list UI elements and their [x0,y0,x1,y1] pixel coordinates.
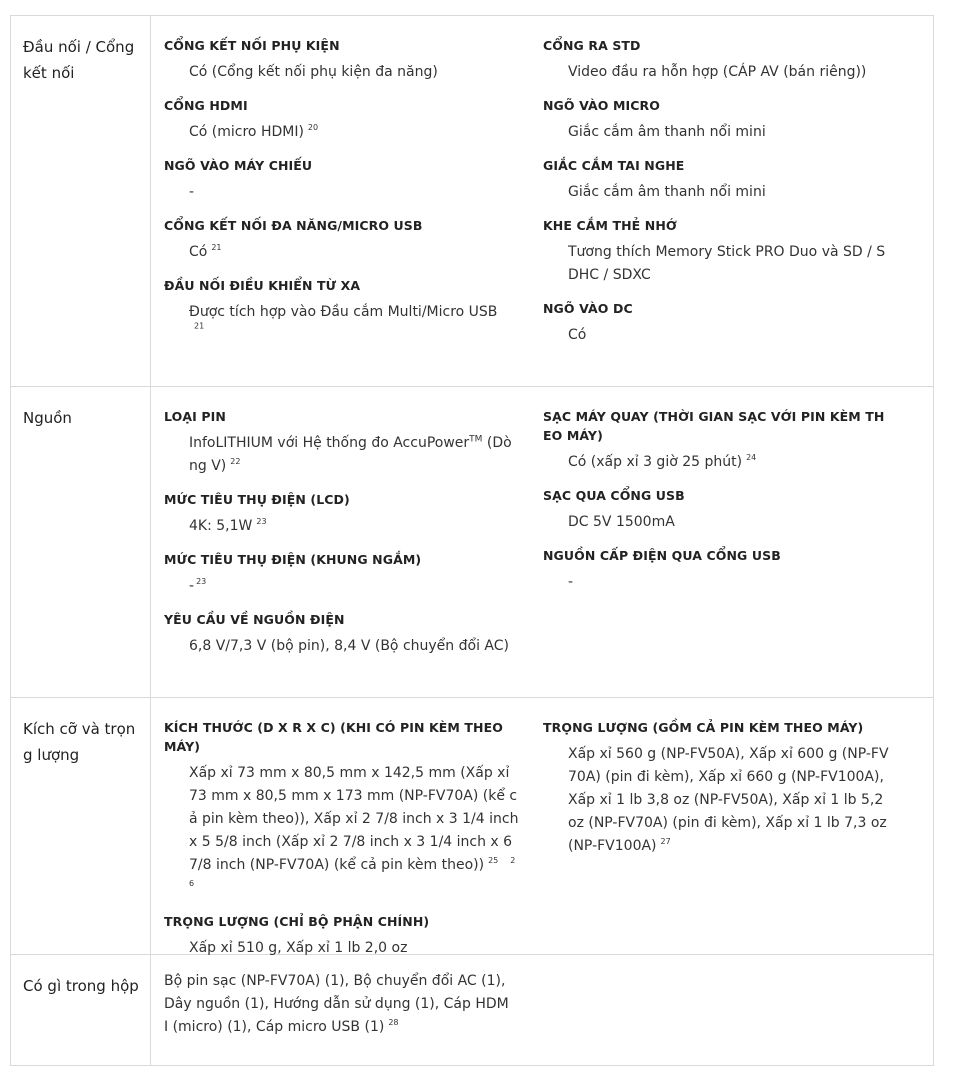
footnote-link[interactable]: 27 [660,837,671,847]
spec-value: Có (micro HDMI) $^{20}$ [189,123,319,140]
spec-label: NGÕ VÀO DC [543,301,633,316]
spec-mic-in [543,96,893,144]
spec-evf-consumption [164,550,519,598]
spec-body-weight [164,912,519,960]
spec-table [10,15,934,1066]
spec-usb-power [543,546,893,594]
spec-label: LOẠI PIN [164,409,226,424]
spec-multi-usb [164,216,519,264]
spec-label: CỔNG KẾT NỐI ĐA NĂNG/MICRO USB [164,218,423,233]
spec-value: Video đầu ra hỗn hợp (CÁP AV (bán riêng)) [568,64,867,80]
spec-value: Có (Cổng kết nối phụ kiện đa năng) [189,64,438,80]
in-box-contents: Bộ pin sạc (NP-FV70A) (1), Bộ chuyển đổi AC (1), Dây nguồn (1), Hướng dẫn sử dụng (1), Cáp HDMI (micro) (1), Cáp micro USB (1) $^{28}$ [164,973,509,1035]
spec-label: KÍCH THƯỚC (D X R X C) (KHI CÓ PIN KÈM THEO MÁY) [164,720,503,754]
spec-value: InfoLITHIUM với Hệ thống đo AccuPower™ (Dòng V) $^{22}$ [189,434,512,474]
row-title-power: Nguồn [11,387,151,697]
footnote-link[interactable]: 25 [488,856,499,866]
spec-label: SẠC MÁY QUAY (THỜI GIAN SẠC VỚI PIN KÈM THEO MÁY) [543,409,885,443]
spec-charging [543,407,893,474]
footnote-link[interactable]: 21 [211,243,222,253]
spec-value: Xấp xỉ 560 g (NP-FV50A), Xấp xỉ 600 g (NP-FV70A) (pin đi kèm), Xấp xỉ 660 g (NP-FV100A), Xấp xỉ 1 lb 3,8 oz (NP-FV50A), Xấp xỉ 1 lb 5,2 oz (NP-FV70A) (pin đi kèm), Xấp xỉ 1 lb 7,3 oz (NP-FV100A) $^{27}$ [568,746,889,854]
in-box-column [164,970,509,1039]
footnote-link[interactable]: 23 [256,517,267,527]
power-right-column [543,407,893,606]
spec-label: ĐẦU NỐI ĐIỀU KHIỂN TỪ XA [164,278,361,293]
spec-value: Giắc cắm âm thanh nổi mini [568,124,766,140]
spec-weight-with-battery [543,718,893,858]
spec-label: NGÕ VÀO MÁY CHIẾU [164,158,313,173]
spec-hdmi [164,96,519,144]
row-title-connectors: Đầu nối / Cổng kết nối [11,16,151,386]
spec-label: KHE CẮM THẺ NHỚ [543,218,677,233]
spec-label: CỔNG KẾT NỐI PHỤ KIỆN [164,38,340,53]
spec-label: TRỌNG LƯỢNG (GỒM CẢ PIN KÈM THEO MÁY) [543,720,864,735]
spec-lcd-consumption [164,490,519,538]
spec-value: Có [568,327,587,343]
footnote-link[interactable]: 21 [194,321,205,331]
spec-label: GIẮC CẮM TAI NGHE [543,158,685,173]
spec-value: Được tích hợp vào Đầu cắm Multi/Micro USB [189,304,498,320]
row-connectors [11,16,933,387]
spec-usb-charging [543,486,893,534]
footnote-link[interactable]: 28 [388,1018,399,1028]
spec-battery-type [164,407,519,478]
spec-value: DC 5V 1500mA [568,514,675,530]
spec-label: NGUỒN CẤP ĐIỆN QUA CỔNG USB [543,548,781,563]
row-in-box [11,955,933,1065]
spec-label: NGÕ VÀO MICRO [543,98,660,113]
spec-label: CỔNG RA STD [543,38,641,53]
spec-value: - [189,184,195,200]
spec-label: TRỌNG LƯỢNG (CHỈ BỘ PHẬN CHÍNH) [164,914,430,929]
size-right-column [543,718,893,870]
spec-std-out [543,36,893,84]
spec-value: Xấp xỉ 510 g, Xấp xỉ 1 lb 2,0 oz [189,940,408,956]
spec-label: YÊU CẦU VỀ NGUỒN ĐIỆN [164,612,345,627]
spec-value: - [568,574,574,590]
spec-accessory-shoe [164,36,519,84]
spec-remote [164,276,519,338]
spec-value: Có $^{21}$ [189,243,222,260]
spec-label: CỔNG HDMI [164,98,248,113]
row-size-weight [11,698,933,955]
size-left-column [164,718,519,972]
spec-value: - $^{23}$ [189,577,207,594]
spec-value: Có (xấp xỉ 3 giờ 25 phút) $^{24}$ [568,453,757,470]
spec-value: 4K: 5,1W $^{23}$ [189,517,267,534]
spec-dc-in [543,299,893,347]
spec-headphone [543,156,893,204]
connectors-left-column [164,36,519,350]
spec-label: MỨC TIÊU THỤ ĐIỆN (LCD) [164,492,350,507]
footnote-link[interactable]: 24 [746,453,757,463]
row-title-size-weight: Kích cỡ và trọng lượng [11,698,151,954]
spec-projector-input [164,156,519,204]
spec-value: 6,8 V/7,3 V (bộ pin), 8,4 V (Bộ chuyển đổi AC) [189,638,509,654]
spec-label: SẠC QUA CỔNG USB [543,488,685,503]
spec-value: Xấp xỉ 73 mm x 80,5 mm x 142,5 mm (Xấp xỉ 73 mm x 80,5 mm x 173 mm (NP-FV70A) (kể cả pin kèm theo)), Xấp xỉ 2 7/8 inch x 3 1/4 inch x 5 5/8 inch (Xấp xỉ 2 7/8 inch x 3 1/4 inch x 6 7/8 inch (NP-FV70A) (kể cả pin kèm theo)) $^{25}$ $^{26}$ [189,765,519,889]
row-title-in-box: Có gì trong hộp [11,955,151,1065]
connectors-right-column [543,36,893,359]
row-power [11,387,933,698]
spec-value: Tương thích Memory Stick PRO Duo và SD / SDHC / SDXC [568,244,886,283]
footnote-link[interactable]: 20 [307,123,319,133]
footnote-link[interactable]: 23 [196,577,207,587]
spec-label: MỨC TIÊU THỤ ĐIỆN (KHUNG NGẮM) [164,552,422,567]
footnote-link[interactable]: 22 [230,457,241,467]
spec-power-requirement [164,610,519,658]
footnote-link[interactable]: 26 [189,856,516,889]
power-left-column [164,407,519,670]
spec-dimensions [164,718,519,900]
spec-card-slot [543,216,893,287]
spec-value: Giắc cắm âm thanh nổi mini [568,184,766,200]
